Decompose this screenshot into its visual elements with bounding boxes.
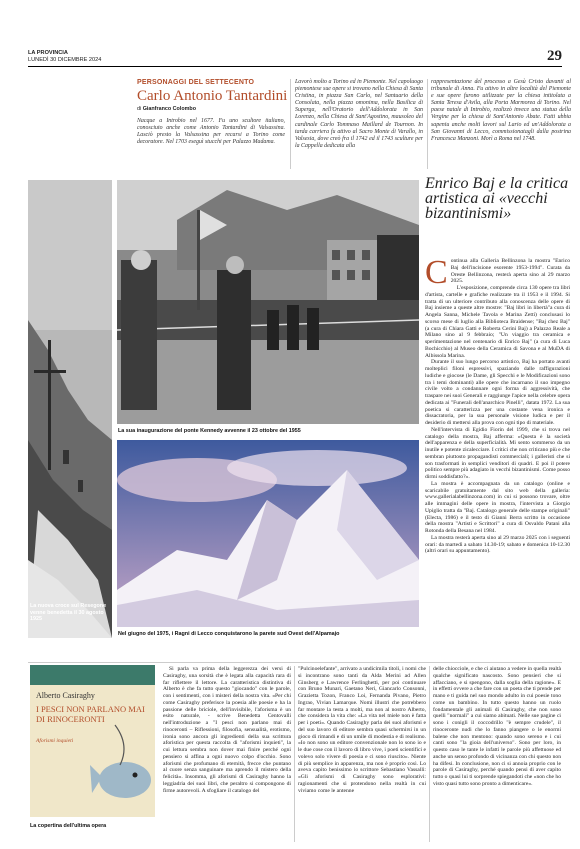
article-p6: La mostra resterà aperta sino al 29 marzo 2025 con i seguenti orari: da martedì a sabato 14.30-19; sabato e domenica 10-12.30 (altri orari su appuntamento).: [425, 534, 570, 555]
resegone-caption: La nuova croce sul Resegone venne benedetta il 30 agosto 1925: [30, 603, 107, 623]
article-p1: ontinua alla Galleria Bellinzona la mostra "Enrico Baj dell'incisione esorente 1953-1994". Curata da Oreste Bellinzona, resterà aperta sino al 29 marzo 2025.: [450, 258, 570, 285]
col-divider: [429, 666, 430, 842]
alpamajo-image: [117, 440, 419, 627]
profile-kicker-a: PERSONAGGI: [137, 79, 187, 86]
paper-name: LA PROVINCIA: [28, 50, 68, 56]
article-p5: La mostra è accompagnata da un catalogo (online e scaricabile gratuitamente dal sito web della galleria: www.gallerialabellinzona.com) in cui si possono trovare, oltre alle immagini delle opere in mostra, l'intervista a Giorgio Upiglio tratta da "Baj. Catalogo generale delle stampe originali" (Electa, 1986) e il testo di Gianni Berra scritto in occasione della mostra "Artisti e Scrittori" a cura di Osvaldo Patani alla Rotonda della Besana nel 1984.: [425, 480, 570, 534]
bridge-inauguration-image: [117, 180, 419, 424]
masthead: [28, 50, 101, 64]
article-p2: L'esposizione, comprende circa 130 opere tra libri d'artista, cartelle e grafiche realizzate tra il 1953 e il 1994. Si tratta di un ulteriore contributo alla conoscenza delle opere di Baj insieme a queste altre mostre: "Baj libri in libertà"a cura di Angela Sanna, Michele Tavola e Marina Zetti) conclusasi lo scorso mese di luglio alla Biblioteca Braidense; "Baj chez Baj" (a cura di Chiara Gatti e Roberta Cerini Baj) a Palazzo Reale a Milano sino al 9 febbraio; "Un viaggio tra ceramica e sperimentazione nel centenario di Enrico Baj" (a cura di Luca Bochicchio) al Museo della Ceramica di Savona e al MuDA di Albissola Marina.: [425, 285, 570, 359]
review-col-2: "Pulcinoelefante", arrivato a undicimila titoli, i nomi che si incontrano sono tanti da Alda Merini ad Allen Ginsberg e Lawrence Ferlinghetti, per poi continuare con Bruno Munari, Gaetano Neri, Giancarlo Consonni, Grazietta Tozon, Franco Loi, Fernanda Pivano, Pietro Ingrao, Vivian Lamarque. Nomi illustri che potrebbero far montare la testa a molti, ma non al nostro Alberto, che considera la vita che: «La vita nel miele non è fatta per i poeti». Quando Casiraghy parla dei suoi aforismi e del suo lavoro di editore sembra quasi schermirsi in un gioco di rimandi e di un umile di modestia e di realismo. «Io non sono un editore convenzionale non lo sono io e le due cose con il lavoro di libro vive, i poeti scientifici e volevo solo vivere di poesia e ci sono riuscito». Niente di più semplice in apparenza, ma non è proprio così. Lo aveva capito benissimo lo scrittore Sebastiano Vassalli: «Gli aforismi di Casiraghy sono esplorativi: ragionamenti che si protendono nella realtà in cui viviamo come le antenne: [298, 666, 426, 794]
col-divider: [290, 79, 291, 169]
profile-kicker-b: DEL SETTECENTO: [188, 79, 255, 86]
article-lead: [425, 254, 570, 291]
col-divider: [294, 666, 295, 842]
article-body: [425, 254, 570, 555]
book-author: Alberto Casiraghy: [36, 691, 95, 700]
review-col-1: Si parla va prima della leggerezza dei versi di Casiraghy, una sorsità che è legata alla capacità rara di far riflettere il lettore. La caratteristica distintiva di Alberto è che fa tutto questo "giocando" con le parole, con i sentimenti, con i misteri della nostra vita. «Per chi come Casiraghy preferisce la poesia alle poesie e ha la passione delle briciole, dell'invisibile, l'aforisma è un esito naturale, - scrive Benedetta Centovalli nell'introduzione a "I pesci non parlano mai di rinoceronti – Riflessioni, filosofia, sensualità, erotismo, ironia sono ancora gli ingredienti della sua scrittura aforistica per questa raccolta di "aforismi inquieti", la cui lettura sembra non dover mai finire perché ogni pensiero si affina a ogni nuovo colpo d'occhio. Sono aforismi che profumano di eternità, frecce che puntano al cuore senza sanguinare ma aprendo il mistero della felicità». Insomma, gli aforismi di Casiraghy hanno la leggiadria dei suoi libri, che peraltro si compongono di firme autorevoli. A sfogliare il catalogo del: [163, 666, 291, 794]
article-p3: Durante il suo lungo percorso artistico, Baj ha portato avanti molteplici filoni espressivi, spaziando dalle raffigurazioni ludiche e giocose (le Dame, gli Specchi e le Modificazioni sono tra i temi dominanti) alle opere che incarnano il suo impegno civile volto a condannare ogni forma di aggressività, che traspare nei suoi Generali e raggiunge l'apice nella celebre opera dedicata ai "Funerali dell'anarchico Pinelli", datata 1972. La sua poetica si caratterizza per una costante vena ironica e dissacratoria, per la sua personale visione ludica e per il desiderio di mettersi alla prova con ogni tipo di materiale.: [425, 359, 570, 426]
book-caption: La copertina dell'ultima opera: [30, 823, 107, 829]
bridge-inauguration-photo: [117, 180, 419, 424]
section-rule: [28, 662, 562, 663]
drop-cap: C: [425, 254, 448, 291]
page-number: 29: [547, 48, 562, 64]
profile-col-2: Lavorò molto a Torino ed in Piemonte. Nel capoluogo piemontese sue opere si trovano nella Chiesa di Santa Cristina, in piazza San Carlo, nel Santuario della Consolata, nella piazza omonima, nella Basilica di Superga, nell'Oratorio dell'Addolorata in San Lorenzo, nella Chiesa di Sant'Agostino, mausoleo del cardinale Carlo Tommaso Maillard de Tournon. In tarda carriera fu attivo al Sacro Monte di Varallo, in Valsesia, dove creò fra il 1742 ed il 1743 sculture per la Cappella dedicata alla: [295, 79, 423, 149]
profile-byline: [137, 106, 287, 112]
book-cover: [30, 665, 155, 817]
book-title: I PESCI NON PARLANO MAI DI RINOCERONTI: [36, 704, 145, 724]
resegone-cross-photo: [28, 180, 112, 638]
review-col-3: delle chiocciole, e che ci aiutano a vedere in quella realtà qualche significato nascosto. Sono pensieri che si affacciano, e si spengono, dalla soglia della ragione». E in effetti ovvere a che fare con un poeta che ti prende per mano e ti guida nel suo mondo adulto in cui poesie tono come un bambino. In tutto questo hanno un ruolo fondamentale gli animali di Casiraghy, che non sono quelli "normali" a cui siamo abituati. Nelle sue pagine ci sono i conigli il coccodrillo "è sempre crudele", il rinoceronte nudi che lo fanno piangere o le enormi balene che non mentono: quando sono sereno e i cui canti sono "la gioia dell'universo". Sono per loro, in questo caso le tante le infatti le parole più affettuose ed anche un senso profondo di vicinanza con chi questo non ha difesi. In conclusione, non ci si annoia proprio con le parole di Casiraghy, perché quando pensi di aver capito tutto o quasi lui ti sorprende spiegandoti che «non che ho visto quasi tutto sono pronto a dimenticare».: [433, 666, 562, 787]
alpamajo-caption: Nel giugno del 1975, i Ragni di Lecco conquistarono la parete sud Ovest dell'Alpamajo: [118, 631, 340, 637]
top-rule: [28, 66, 562, 67]
alpamajo-photo: [117, 440, 419, 627]
book-subtitle: Aforismi inquieti: [36, 738, 74, 744]
article-title: Enrico Baj e la critica artistica ai «vecchi bizantinismi»: [425, 175, 569, 222]
col-divider: [427, 79, 428, 169]
article-p4: Nell'intervista di Egidio Fiorin del 1999, che si trova nel catalogo della mostra, Baj afferma: «Questa è la società dell'apparenza e della superficialità. Mi sento sommerso da un inutile e potente zicalecciare. I critici che non criticano più e che sembran piuttosto propagandisti commerciali; i galleristi che si son trasformati in semplici venditori di quadri. E poi il potere politico sempre più adagiato in vecchi bizantinismi. Come posso dirmi soddisfatto?».: [425, 426, 570, 480]
profile-kicker: [137, 79, 287, 86]
issue-date: LUNEDÌ 30 DICEMBRE 2024: [28, 57, 102, 63]
byline-prefix: di: [137, 106, 142, 112]
profile-col-3: rappresentazione del processo a Gesù Cristo davanti al tribunale di Anna. Fu attivo in altre località del Piemonte e sue opere furono utilizzate per la chiesa intitolata a Santa Teresa d'Avila, alla Porta Marmorea di Torino. Nel paese natale di Introbio, realizzò invece una statua della Vergine per la chiesa di Sant'Antonio Abate. Fatti ubbia sapeniu anche molti lavori sul Lario ed un'Addolorata a San Giovanni di Lecco, commissionatagli dalla postrina Francesca Manzoni. Morì a Roma nel 1748.: [431, 79, 571, 142]
byline-author: Gianfranco Colombo: [142, 106, 197, 112]
profile-col-1: Nacque a Introbio nel 1677. Fu uno scultore italiano, conosciuto anche come Antonio Tantardini di Valsassina. Lasciò presto la Valsassina per recarsi a Torino come decoratore. Nel 1703 eseguì stucchi per Palazzo Madama.: [137, 118, 285, 146]
profile-name: Carlo Antonio Tantardini: [137, 88, 288, 104]
resegone-cross-image: [28, 180, 112, 638]
bridge-caption: La sua inaugurazione del ponte Kennedy avvenne il 23 ottobre del 1955: [118, 428, 301, 434]
